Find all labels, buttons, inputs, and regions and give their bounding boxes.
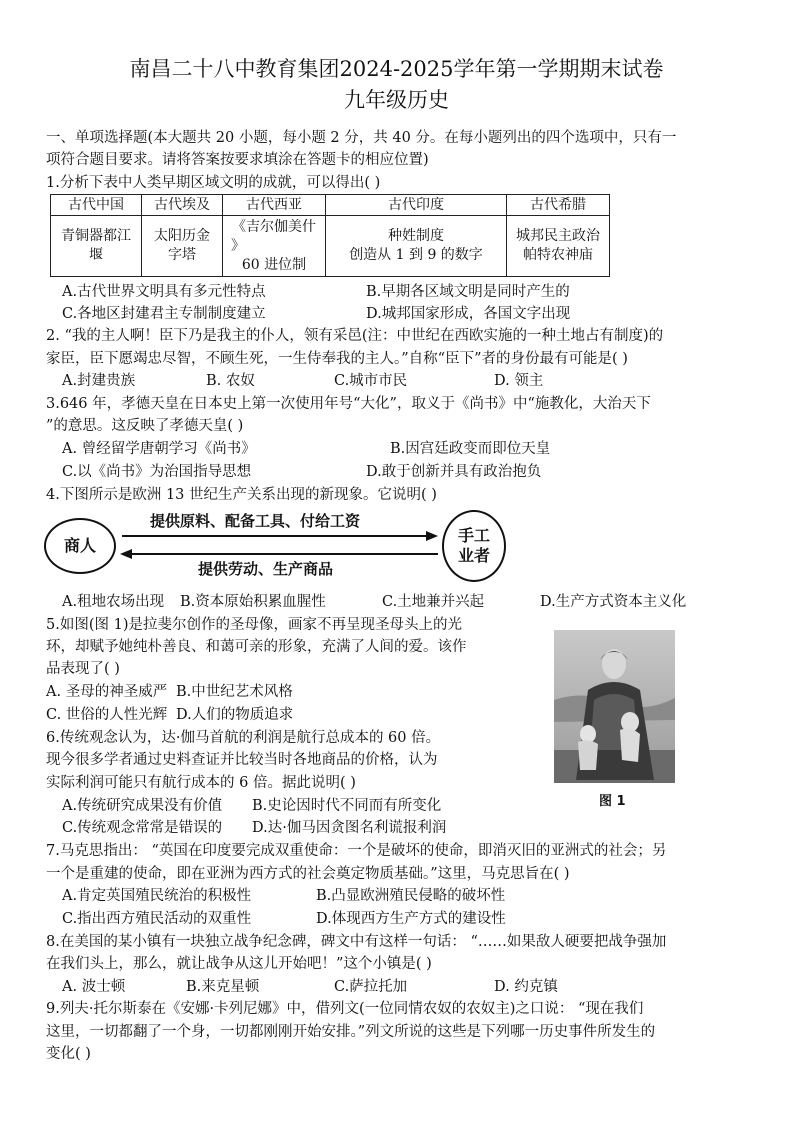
section-instruction-line1: 一、单项选择题(本大题共 20 小题，每小题 2 分，共 40 分。在每小题列出的四个选项中，只有一 — [46, 130, 677, 146]
q6-option-b: B.史论因时代不同而有所变化 — [252, 798, 442, 814]
q7-line1: 7.马克思指出： “英国在印度要完成双重使命：一个是破坏的使命，即消灭旧的亚洲式的社会；另 — [46, 843, 667, 859]
q6-line2: 现今很多学者通过史料查证并比较当时各地商品的价格，认为 — [46, 752, 438, 768]
table-header: 古代希腊 — [507, 195, 610, 216]
q2-line2: 家臣，臣下愿竭忠尽智，不顾生死，一生侍奉我的主人。”自称“臣下”者的身份最有可能是( ) — [46, 351, 628, 367]
q1-option-d: D.城邦国家形成，各国文字出现 — [366, 306, 571, 322]
q1-option-a: A.古代世界文明具有多元性特点 — [62, 284, 266, 300]
q3-line2: ”的意思。这反映了孝德天皇( ) — [46, 418, 244, 434]
cell-line: 堰 — [89, 247, 103, 263]
merchant-label: 商人 — [63, 536, 96, 555]
q4-stem: 4.下图所示是欧洲 13 世纪生产关系出现的新现象。它说明( ) — [46, 487, 437, 503]
q1-option-c: C.各地区封建君主专制制度建立 — [62, 306, 266, 322]
civilization-table — [50, 194, 610, 277]
q2-option-c: C.城市市民 — [334, 373, 408, 389]
q6-option-a: A.传统研究成果没有价值 — [62, 798, 223, 814]
cell-line: 》 — [231, 237, 245, 254]
q3-line1: 3.646 年，孝德天皇在日本史上第一次使用年号“大化”，取义于《尚书》中“施教化，大治天下 — [46, 396, 651, 412]
q6-line3: 实际利润可能只有航行成本的 6 倍。据此说明( ) — [46, 775, 356, 791]
q3-option-c: C.以《尚书》为治国指导思想 — [62, 464, 252, 480]
q7-option-d: D.体现西方生产方式的建设性 — [316, 911, 506, 927]
table-header: 古代西亚 — [223, 195, 326, 216]
q5-option-d: D.人们的物质追求 — [176, 707, 294, 723]
q5-line1: 5.如图(图 1)是拉斐尔创作的圣母像，画家不再呈现圣母头上的光 — [46, 617, 462, 633]
table-header-row — [51, 195, 610, 216]
q3-option-d: D.敢于创新并具有政治抱负 — [366, 464, 542, 480]
bottom-arrow-label: 提供劳动、生产商品 — [198, 560, 334, 578]
table-header: 古代印度 — [326, 195, 507, 216]
q8-option-b: B.来克星顿 — [186, 979, 260, 995]
q2-option-d: D. 领主 — [494, 373, 544, 389]
q5-option-c: C. 世俗的人性光辉 — [46, 707, 168, 723]
q7-option-c: C.指出西方殖民活动的双重性 — [62, 911, 252, 927]
table-cell — [142, 216, 223, 277]
q4-option-c: C.土地兼并兴起 — [382, 594, 485, 610]
q9-line2: 这里，一切都翻了一个身，一切都刚刚开始安排。”列文所说的这些是下列哪一历史事件所发生的 — [46, 1024, 656, 1040]
exam-title: 南昌二十八中教育集团2024-2025学年第一学期期末试卷 — [129, 57, 664, 81]
q3-option-b: B.因宫廷政变而即位天皇 — [390, 441, 551, 457]
table-cell — [51, 216, 142, 277]
left-arrowhead — [120, 549, 132, 559]
table-header: 古代中国 — [51, 195, 142, 216]
q8-option-c: C.萨拉托加 — [334, 979, 408, 995]
cell-line: 城邦民主政治 — [516, 228, 600, 244]
q8-line2: 在我们头上，那么，就让战争从这儿开始吧！”这个小镇是( ) — [46, 956, 432, 972]
cell-line: 太阳历金 — [154, 228, 210, 244]
cell-line: 创造从 1 到 9 的数字 — [349, 247, 483, 263]
q1-stem: 1.分析下表中人类早期区域文明的成就，可以得出( ) — [46, 175, 381, 191]
q6-option-d: D.达·伽马因贪图名利谎报利润 — [252, 820, 447, 836]
q8-option-d: D. 约克镇 — [494, 979, 558, 995]
q2-option-b: B. 农奴 — [206, 373, 255, 389]
q4-option-b: B.资本原始积累血腥性 — [180, 594, 326, 610]
q4-option-d: D.生产方式资本主义化 — [540, 594, 687, 610]
top-arrow-label: 提供原料、配备工具、付给工资 — [150, 512, 361, 530]
q7-line2: 一个是重建的使命，即在亚洲为西方式的社会奠定物质基础。”这里，马克思旨在( ) — [46, 866, 570, 882]
q8-line1: 8.在美国的某小镇有一块独立战争纪念碑，碑文中有这样一句话： “……如果敌人硬要把战争强加 — [46, 934, 667, 950]
figure-caption: 图 1 — [599, 794, 626, 809]
q5-line3: 品表现了( ) — [46, 661, 120, 677]
section-instruction-line2: 项符合题目要求。请将答案按要求填涂在答题卡的相应位置) — [46, 152, 429, 168]
q5-option-b: B.中世纪艺术风格 — [176, 684, 293, 700]
cell-line: 《吉尔伽美什 — [232, 218, 316, 235]
q1-option-b: B.早期各区域文明是同时产生的 — [366, 284, 570, 300]
cell-line: 帕特农神庙 — [523, 247, 593, 263]
cell-line: 字塔 — [168, 247, 196, 263]
q4-option-a: A.租地农场出现 — [62, 594, 165, 610]
q8-option-a: A. 波士顿 — [62, 979, 126, 995]
merchant-craftsman-diagram — [44, 508, 504, 584]
exam-subtitle: 九年级历史 — [344, 88, 449, 112]
cell-line: 种姓制度 — [388, 228, 444, 244]
craftsman-label-line2: 业者 — [457, 546, 490, 565]
right-arrowhead — [426, 531, 438, 541]
craftsman-label-line1: 手工 — [457, 526, 490, 545]
table-row — [51, 216, 610, 277]
q3-option-a: A. 曾经留学唐朝学习《尚书》 — [62, 441, 256, 457]
table-header: 古代埃及 — [142, 195, 223, 216]
q7-option-b: B.凸显欧洲殖民侵略的破坏性 — [316, 888, 506, 904]
cell-line: 60 进位制 — [241, 256, 307, 273]
cell-line: 青铜器都江 — [61, 228, 131, 244]
q5-line2: 环，却赋予她纯朴善良、和蔼可亲的形象，充满了人间的爱。该作 — [46, 639, 467, 655]
q6-line1: 6.传统观念认为，达·伽马首航的利润是航行总成本的 60 倍。 — [46, 730, 441, 746]
q9-line1: 9.列夫·托尔斯泰在《安娜·卡列尼娜》中，借列文(一位同情农奴的农奴主)之口说： “现在我们 — [46, 1001, 644, 1017]
madonna-painting-image — [554, 630, 675, 783]
q5-option-a: A. 圣母的神圣威严 — [46, 684, 168, 700]
q7-option-a: A.肯定英国殖民统治的积极性 — [62, 888, 252, 904]
table-cell — [507, 216, 610, 277]
table-cell — [223, 216, 326, 277]
table-cell — [326, 216, 507, 277]
q6-option-c: C.传统观念常常是错误的 — [62, 820, 223, 836]
q9-line3: 变化( ) — [46, 1046, 91, 1062]
q2-line1: 2. “我的主人啊！臣下乃是我主的仆人，领有采邑(注：中世纪在西欧实施的一种土地占有制度)的 — [46, 328, 664, 344]
q2-option-a: A.封建贵族 — [62, 373, 136, 389]
